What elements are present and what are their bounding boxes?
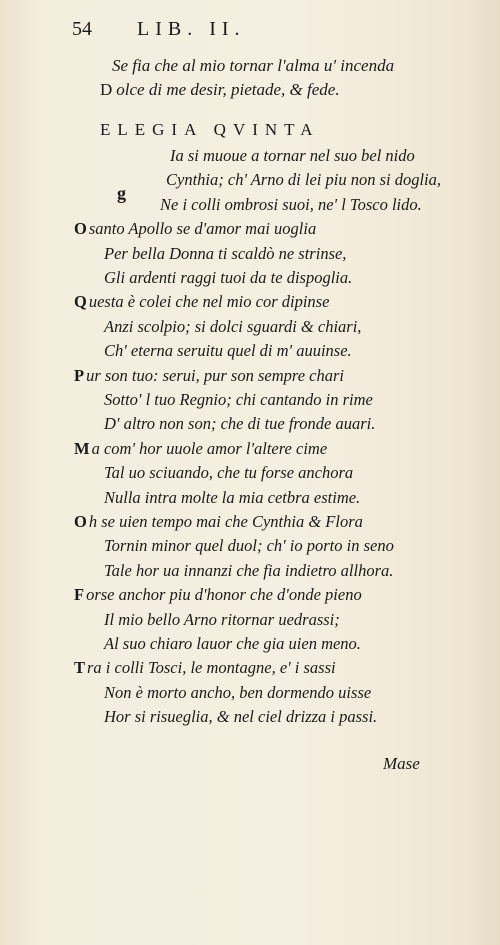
catchword: Mase — [383, 754, 420, 773]
verse-line — [104, 707, 377, 727]
verse-text: Nulla intra molte la mia cetbra estime. — [104, 487, 361, 507]
verse-text: Tal uo sciuando, che tu forse anchora — [104, 463, 354, 483]
verse-line — [74, 219, 316, 239]
verse-line — [166, 170, 441, 190]
verse-line — [104, 463, 353, 483]
page-number: 54 — [72, 18, 92, 40]
verse-line — [160, 195, 422, 215]
verse-line — [170, 146, 415, 166]
verse-text: a com' hor uuole amor l'altere cime — [91, 438, 328, 458]
verse-text: Al suo chiaro lauor che gia uien meno. — [104, 634, 361, 653]
page-header — [72, 18, 460, 44]
verse-line — [104, 244, 346, 264]
verse-text: orse anchor piu d'honor che d'onde pieno — [86, 585, 362, 605]
verse-text: Ne i colli ombrosi suoi, ne' l Tosco lido. — [160, 194, 422, 214]
verse-text: h se uien tempo mai che Cynthia & Flora — [88, 512, 363, 531]
verse-line — [74, 658, 336, 678]
verse-text: Cynthia; ch' Arno di lei piu non si doglia, — [166, 170, 442, 190]
verse-line — [104, 390, 373, 410]
initial-letter: T — [74, 658, 86, 678]
signature-mark: g — [117, 183, 126, 203]
verse-line — [74, 439, 327, 459]
verse-line — [104, 561, 393, 581]
initial-letter: O — [74, 512, 87, 531]
verse-line — [100, 80, 340, 100]
initial-letter: F — [74, 585, 85, 605]
verse-line — [104, 488, 360, 508]
verse-line — [104, 634, 361, 654]
running-head: LIB. II. — [137, 18, 246, 40]
verse-text: Ch' eterna seruitu quel di m' auuinse. — [104, 341, 352, 361]
verse-line — [104, 268, 352, 288]
initial-letter: D — [100, 80, 113, 99]
verse-text: Non è morto ancho, ben dormendo uisse — [104, 682, 372, 702]
initial-letter: P — [74, 365, 85, 385]
verse-text: Il mio bello Arno ritornar uedrassi; — [104, 609, 340, 629]
verse-text: Per bella Donna ti scaldò ne strinse, — [104, 243, 347, 263]
verse-line — [74, 585, 362, 605]
verse-text: ra i colli Tosci, le montagne, e' i sassi — [87, 658, 336, 678]
initial-letter: M — [74, 438, 90, 458]
verse-text: Anzi scolpio; si dolci sguardi & chiari, — [104, 316, 362, 336]
initial-letter: O — [74, 219, 87, 239]
verse-text: Tale hor ua innanzi che fia indietro allhora. — [104, 560, 394, 580]
verse-text: ur son tuo: serui, pur son sempre chari — [86, 365, 344, 385]
section-heading: ELEGIA QVINTA — [100, 120, 320, 139]
initial-letter: Q — [74, 292, 87, 312]
verse-line — [74, 366, 344, 386]
verse-text: D' altro non son; che di tue fronde auari. — [104, 414, 376, 434]
verse-text: olce di me desir, pietade, & fede. — [116, 80, 340, 99]
verse-text: uesta è colei che nel mio cor dipinse — [88, 292, 330, 312]
verse-text: Gli ardenti raggi tuoi da te dispoglia. — [104, 268, 353, 287]
verse-line — [104, 610, 340, 630]
verse-text: Hor si risueglia, & nel ciel drizza i passi. — [104, 707, 378, 727]
verse-text: santo Apollo se d'amor mai uoglia — [88, 219, 317, 239]
verse-line — [74, 292, 329, 312]
verse-line — [104, 536, 394, 556]
verse-line: Se fia che al mio tornar l'alma u' incenda — [112, 56, 395, 75]
verse-text: Tornin minor quel duol; ch' io porto in seno — [104, 536, 394, 556]
verse-line — [104, 341, 352, 361]
verse-line — [104, 414, 375, 434]
verse-line — [104, 683, 371, 703]
verse-text: Sotto' l tuo Regnio; chi cantando in rime — [104, 390, 373, 409]
verse-line — [104, 317, 361, 337]
verse-text: Ia si muoue a tornar nel suo bel nido — [170, 146, 415, 165]
verse-line — [74, 512, 363, 532]
